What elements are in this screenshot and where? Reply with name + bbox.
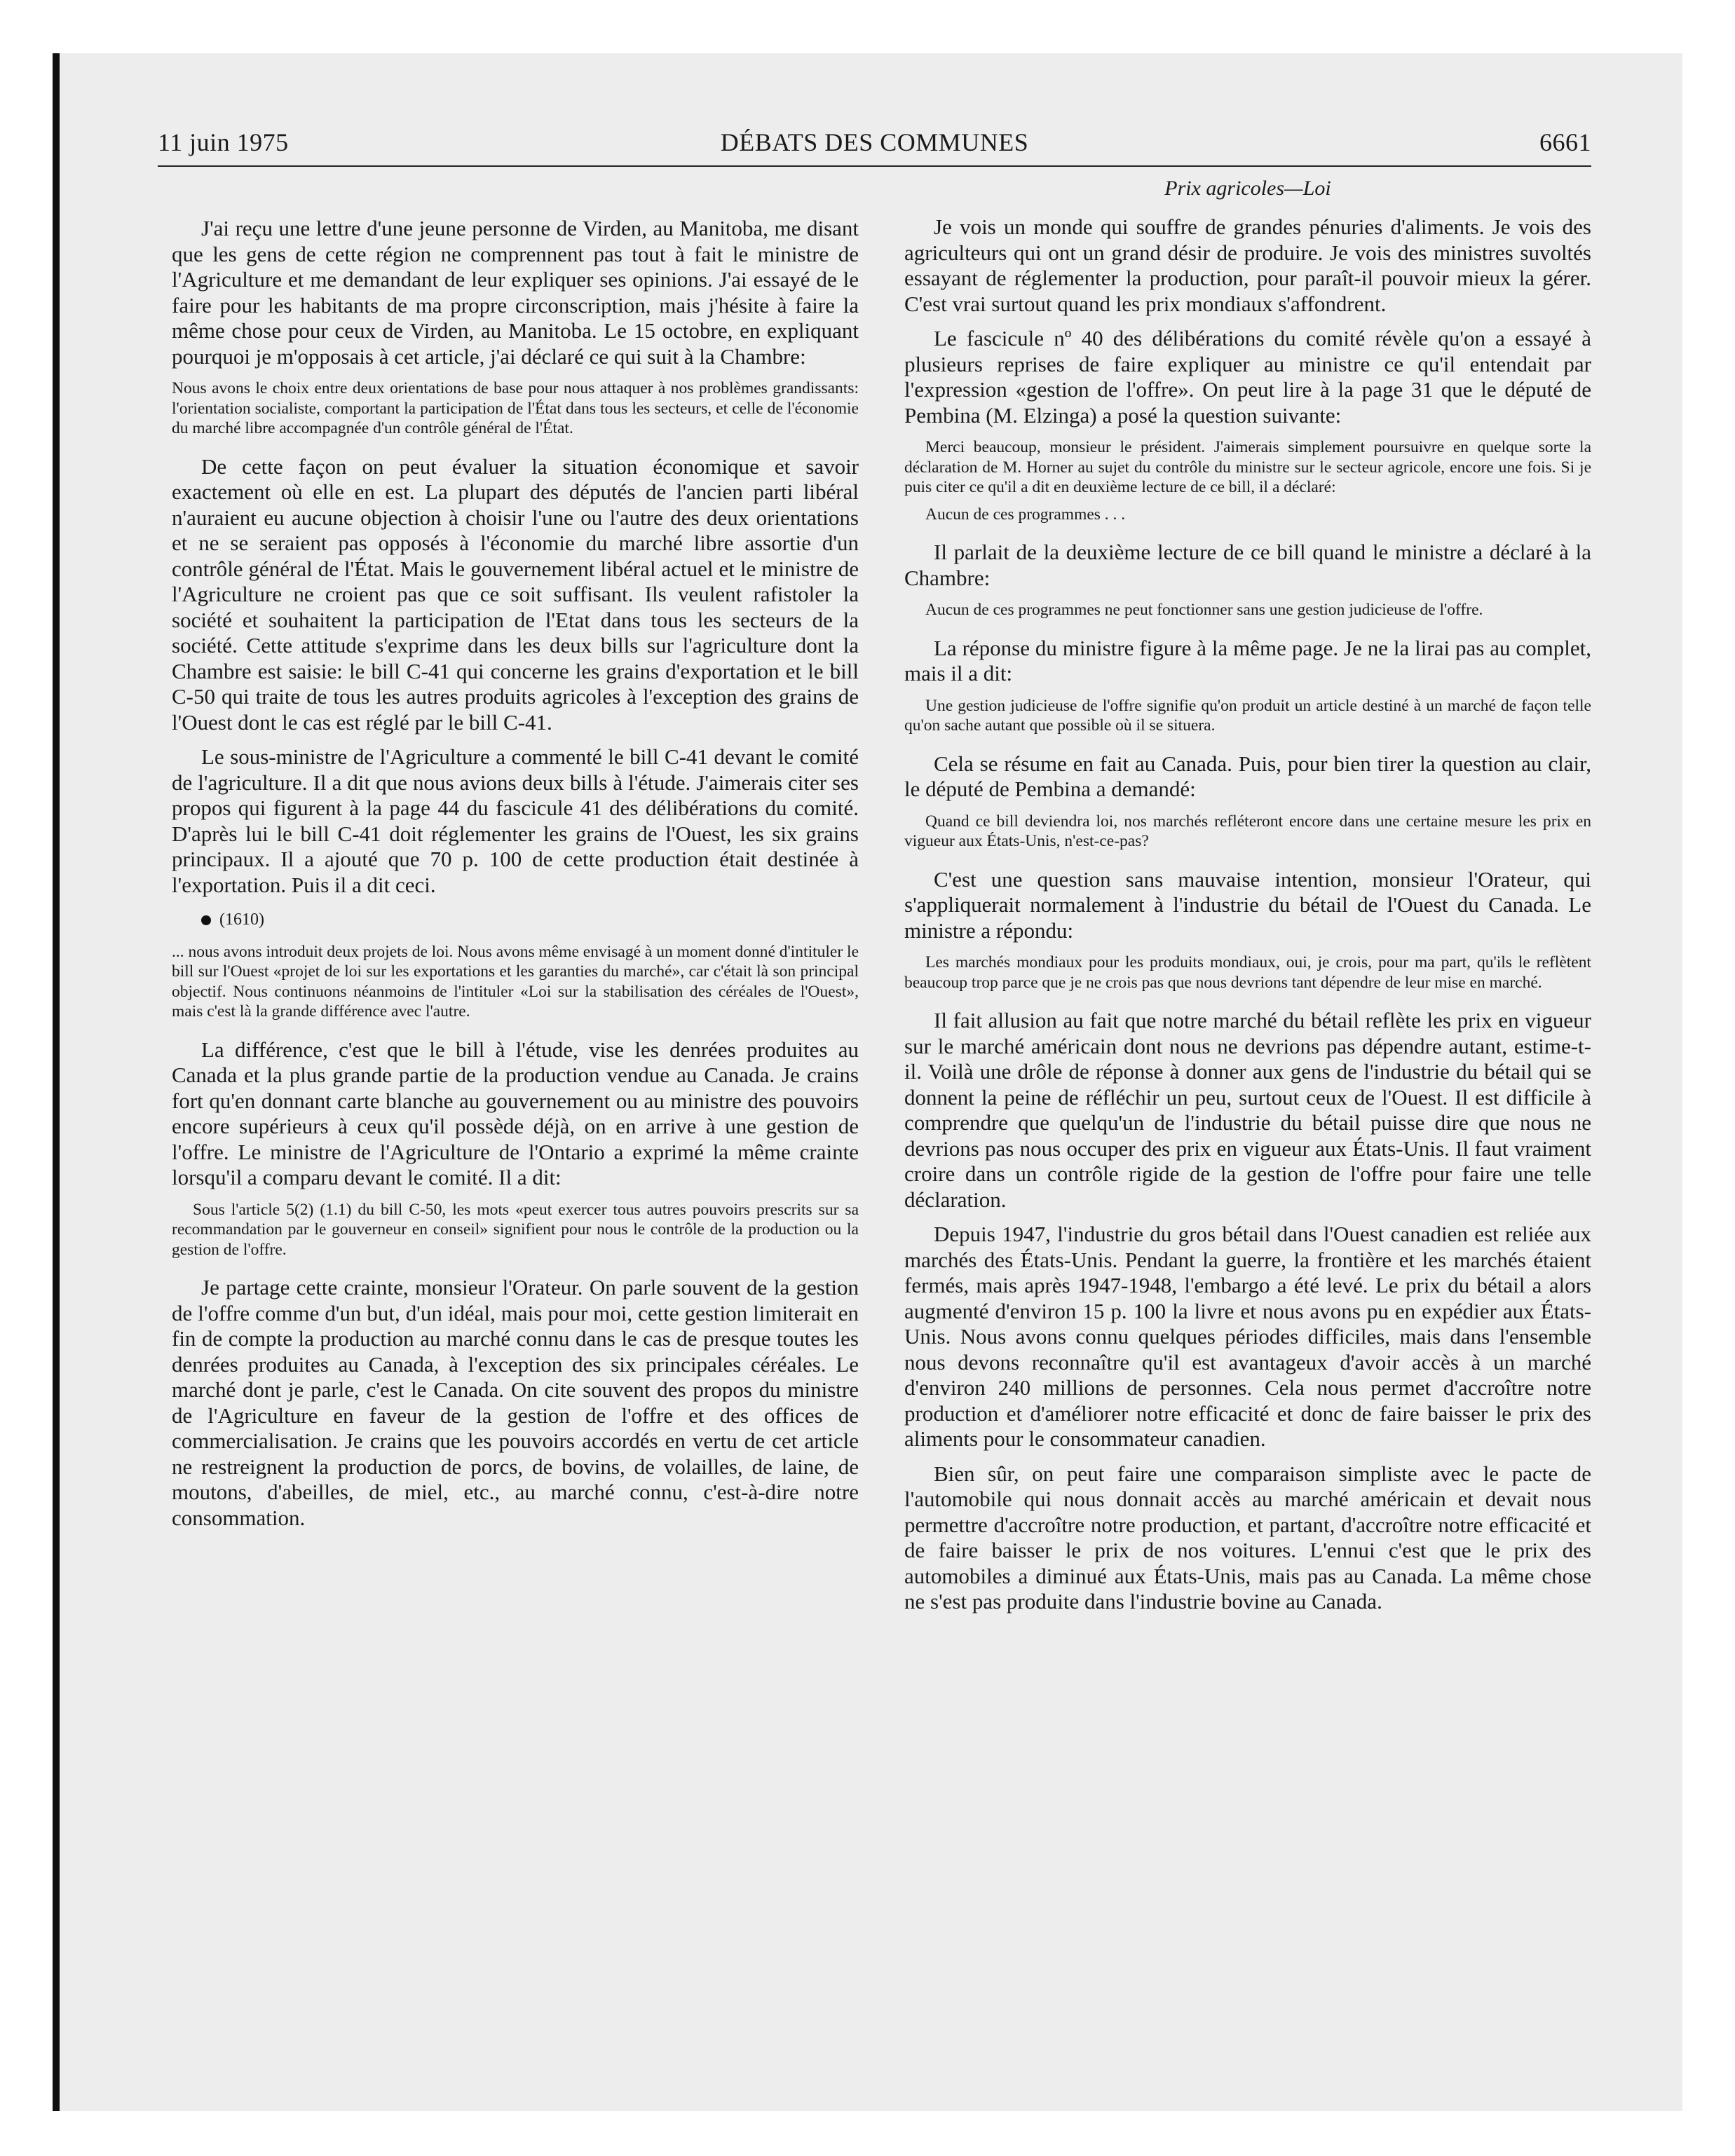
paragraph: Depuis 1947, l'industrie du gros bétail dans l'Ouest canadien est reliée aux marchés des États-Unis. Pendant la guerre, la frontière et les marchés étaient fermés, mais après 1947-1948, l'embargo a été levé. Le prix du bétail a alors augmenté d'environ 15 p. 100 la livre et nous avons pu en expédier aux États-Unis. Nous avons connu quelques périodes difficiles, mais dans l'ensemble nous devons reconnaître qu'il est avantageux d'avoir accès à un marché d'environ 240 millions de personnes. Cela nous permet d'accroître notre production et d'améliorer notre efficacité et donc de faire baisser le prix des aliments pour le consommateur canadien. — [904, 1222, 1591, 1451]
block-quote: ... nous avons introduit deux projets de loi. Nous avons même envisagé à un moment donné d'intituler le bill sur l'Ouest «projet de loi sur les exportations et les garanties du marché», car c'était là son principal objectif. Nous continuons néanmoins de l'intituler «Loi sur la stabilisation des céréales de l'Ouest», mais c'est là la grande différence avec l'autre. — [172, 942, 859, 1021]
block-quote: Aucun de ces programmes ne peut fonctionner sans une gestion judicieuse de l'offre. — [925, 601, 1483, 619]
paragraph: Le fascicule nº 40 des délibérations du comité révèle qu'on a essayé à plusieurs reprises de faire expliquer au ministre ce qu'il entendait par l'expression «gestion de l'offre». On peut lire à la page 31 que le député de Pembina (M. Elzinga) a posé la question suivante: — [904, 326, 1591, 428]
running-head: Prix agricoles—Loi — [1164, 177, 1331, 200]
paragraph: Le sous-ministre de l'Agriculture a commenté le bill C-41 devant le comité de l'agriculture. Il a dit que nous avions deux bills à l'étude. J'aimerais citer ses propos qui figurent à la page 44 du fascicule 41 des délibérations du comité. D'après lui le bill C-41 doit réglementer les grains de l'Ouest, les six grains principaux. Il a ajouté que 70 p. 100 de cette production était destinée à l'exportation. Puis il a dit ceci. — [172, 744, 859, 897]
paragraph: C'est une question sans mauvaise intention, monsieur l'Orateur, qui s'appliquerait normalement à l'industrie du bétail de l'Ouest du Canada. Le ministre a répondu: — [904, 866, 1591, 943]
page-header — [158, 125, 1591, 167]
paragraph: Je partage cette crainte, monsieur l'Orateur. On parle souvent de la gestion de l'offre comme d'un but, d'un idéal, mais pour moi, cette gestion limiterait en fin de compte la production au marché connu dans le cas de presque toutes les denrées produites au Canada, à l'exception des six principales céréales. Le marché dont je parle, c'est le Canada. On cite souvent des propos du ministre de l'Agriculture en faveur de la gestion de l'offre et des offices de commercialisation. Je crains que les pouvoirs accordés en vertu de cet article ne restreignent la production de porcs, de bovins, de volailles, de laine, de moutons, d'abeilles, de miel, etc., au marché connu, c'est-à-dire notre consommation. — [172, 1275, 859, 1530]
left-column — [172, 216, 859, 1540]
paragraph: La réponse du ministre figure à la même page. Je ne la lirai pas au complet, mais il a dit: — [904, 635, 1591, 685]
paragraph: Je vois un monde qui souffre de grandes pénuries d'aliments. Je vois des agriculteurs qui ont un grand désir de produire. Je vois des ministres suvoltés essayant de réglementer la production, pour paraît-il pouvoir mieux la gérer. C'est vrai surtout quand les prix mondiaux s'affondrent. — [904, 214, 1591, 316]
block-quote: Quand ce bill deviendra loi, nos marchés refléteront encore dans une certaine mesure les prix en vigueur aux États-Unis, n'est-ce-pas? — [904, 812, 1591, 850]
block-quote: Nous avons le choix entre deux orientations de base pour nous attaquer à nos problèmes grandissants: l'orientation socialiste, comportant la participation de l'État dans tous les secteurs, et celle de l'économie du marché libre accompagnée d'un contrôle général de l'État. — [172, 379, 859, 437]
paragraph: Bien sûr, on peut faire une comparaison simpliste avec le pacte de l'automobile qui nous donnait accès au marché américain et devait nous permettre d'accroître notre production, et partant, d'accroître notre efficacité et de faire baisser le prix de nos voitures. L'ennui c'est que le prix des automobiles a diminué aux États-Unis, mais pas au Canada. La même chose ne s'est pas produite dans l'industrie bovine au Canada. — [904, 1461, 1591, 1613]
paragraph: La différence, c'est que le bill à l'étude, vise les denrées produites au Canada et la plus grande partie de la production vendue au Canada. Je crains fort qu'en donnant carte blanche au gouvernement ou au ministre des pouvoirs encore supérieurs à ceux qu'il possède déjà, on en arrive à une gestion de l'offre. Le ministre de l'Agriculture de l'Ontario a exprimé la même crainte lorsqu'il a comparu devant le comité. Il a dit: — [172, 1037, 859, 1189]
right-column — [904, 214, 1591, 1624]
paragraph: Il fait allusion au fait que notre marché du bétail reflète les prix en vigueur sur le marché américain dont nous ne devrions pas dépendre autant, estime-t-il. Voilà une drôle de réponse à donner aux gens de l'industrie du bétail qui se donnent la peine de réfléchir un peu, surtout ceux de l'Ouest. Il est difficile à comprendre que quelqu'un de l'industrie du bétail puisse dire que nous ne devrions pas nous occuper des prix en vigueur aux États-Unis. Il faut vraiment croire dans un contrôle rigide de la gestion de l'offre pour faire une telle déclaration. — [904, 1008, 1591, 1212]
paragraph: Cela se résume en fait au Canada. Puis, pour bien tirer la question au clair, le député de Pembina a demandé: — [904, 751, 1591, 801]
block-quote: Les marchés mondiaux pour les produits mondiaux, oui, je crois, pour ma part, qu'ils le reflètent beaucoup trop parce que je ne crois pas que nous devrions tant dépendre de leur mise en marché. — [904, 953, 1591, 992]
block-quote: Merci beaucoup, monsieur le président. J'aimerais simplement poursuivre en quelque sorte la déclaration de M. Horner au sujet du contrôle du ministre sur le secteur agricole, encore une fois. Si je puis citer ce qu'il a dit en deuxième lecture de ce bill, il a déclaré: — [904, 438, 1591, 496]
paragraph: J'ai reçu une lettre d'une jeune personne de Virden, au Manitoba, me disant que les gens de cette région ne comprennent pas tout à fait le ministre de l'Agriculture et me demandant de leur expliquer ses opinions. J'ai essayé de le faire pour les habitants de ma propre circonscription, mais j'hésite à faire la même chose pour ceux de Virden, au Manitoba. Le 15 octobre, en expliquant pourquoi je m'opposais à cet article, j'ai déclaré ce qui suit à la Chambre: — [172, 216, 859, 369]
time-marker — [172, 907, 859, 933]
time-marker-label: (1610) — [219, 910, 264, 929]
block-quote: Aucun de ces programmes . . . — [925, 505, 1126, 524]
header-page-number: 6661 — [1539, 128, 1591, 156]
paragraph: De cette façon on peut évaluer la situation économique et savoir exactement où elle en est. La plupart des députés de l'ancien parti libéral n'auraient eu aucune objection à choisir l'une ou l'autre des deux orientations et ne se seraient pas opposés à l'économie du marché libre assortie d'un contrôle général de l'État. Mais le gouvernement libéral actuel et le ministre de l'Agriculture ne croient pas que ce soit suffisant. Ils veulent rafistoler la société et souhaitent la participation de l'Etat dans tous les secteurs de la société. Cette attitude s'exprime dans les deux bills sur l'agriculture dont la Chambre est saisie: le bill C-41 qui concerne les grains d'exportation et le bill C-50 qui traite de tous les autres produits agricoles à l'exception des grains de l'Ouest dont le cas est réglé par le bill C-41. — [172, 453, 859, 735]
header-title: DÉBATS DES COMMUNES — [720, 128, 1029, 156]
header-date: 11 juin 1975 — [158, 128, 289, 156]
bullet-icon — [201, 915, 211, 925]
block-quote: Sous l'article 5(2) (1.1) du bill C-50, les mots «peut exercer tous autres pouvoirs prescrits sur sa recommandation par le gouverneur en conseil» signifient pour nous le contrôle de la production ou la gestion de l'offre. — [172, 1200, 859, 1259]
paragraph: Il parlait de la deuxième lecture de ce bill quand le ministre a déclaré à la Chambre: — [904, 540, 1591, 590]
block-quote: Une gestion judicieuse de l'offre signifie qu'on produit un article destiné à un marché de façon telle qu'on sache autant que possible où il se situera. — [904, 696, 1591, 735]
binding-edge — [53, 53, 60, 2111]
